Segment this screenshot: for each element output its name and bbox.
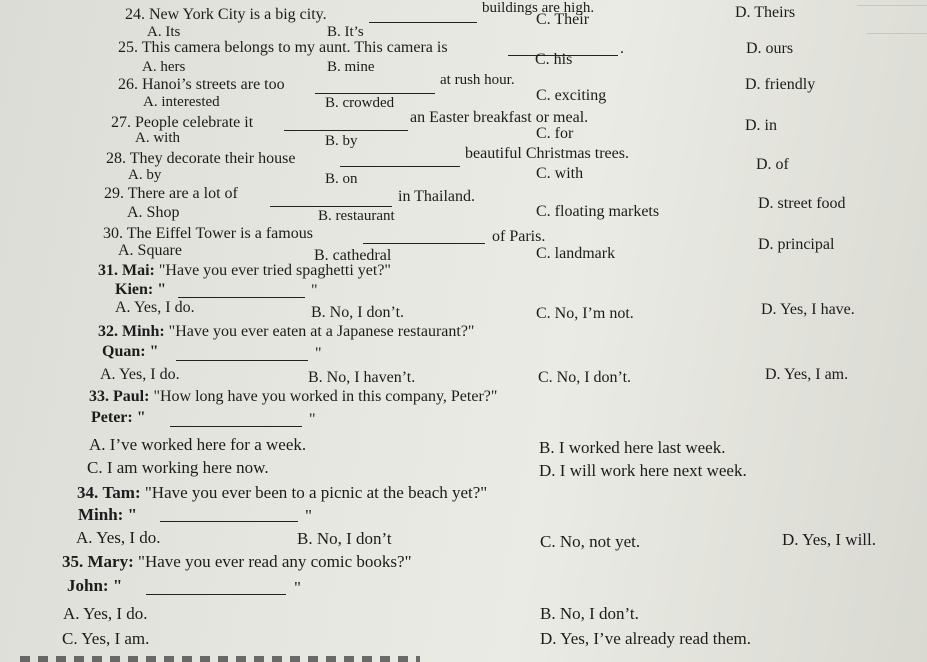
option-c[interactable]: C. No, not yet. bbox=[540, 532, 641, 551]
question-stem: New York City is a big city. bbox=[149, 6, 327, 23]
option-d[interactable]: D. Yes, I am. bbox=[765, 366, 849, 383]
question-tail: beautiful Christmas trees. bbox=[465, 145, 629, 162]
question-stem: They decorate their house bbox=[129, 150, 296, 167]
question-number: 26. bbox=[118, 76, 138, 93]
option-c[interactable]: C. with bbox=[536, 165, 584, 182]
question-tail: at rush hour. bbox=[440, 72, 515, 88]
option-c[interactable]: C. exciting bbox=[536, 87, 607, 104]
question-tail: of Paris. bbox=[492, 228, 546, 245]
respondent: John: " bbox=[67, 576, 123, 595]
option-a[interactable]: A. Its bbox=[147, 24, 181, 40]
option-d[interactable]: D. I will work here next week. bbox=[539, 461, 747, 480]
answer-blank[interactable] bbox=[363, 243, 485, 244]
question-number: 29. bbox=[104, 185, 124, 202]
option-a[interactable]: A. I’ve worked here for a week. bbox=[89, 435, 307, 454]
option-d[interactable]: D. friendly bbox=[745, 76, 816, 93]
cropped-heading bbox=[20, 656, 420, 662]
close-quote: " bbox=[315, 345, 322, 362]
question-stem: The Eiffel Tower is a famous bbox=[126, 225, 313, 242]
option-b[interactable]: B. It’s bbox=[327, 24, 364, 40]
edge-line bbox=[857, 5, 927, 6]
answer-blank[interactable] bbox=[170, 426, 302, 427]
option-c[interactable]: C. floating markets bbox=[536, 203, 660, 220]
speaker-name: Minh: bbox=[122, 323, 165, 340]
answer-blank[interactable] bbox=[369, 22, 477, 23]
respondent: Peter: " bbox=[91, 409, 146, 426]
option-d[interactable]: D. ours bbox=[746, 40, 794, 57]
option-b[interactable]: B. mine bbox=[327, 59, 375, 75]
question-number: 27. bbox=[111, 114, 131, 131]
option-b[interactable]: B. crowded bbox=[325, 95, 395, 111]
option-a[interactable]: A. Yes, I do. bbox=[115, 299, 195, 316]
question-number: 28. bbox=[106, 150, 126, 167]
option-a[interactable]: A. Yes, I do. bbox=[76, 528, 161, 547]
option-b[interactable]: B. No, I don’t bbox=[297, 529, 392, 548]
option-d[interactable]: D. Yes, I’ve already read them. bbox=[540, 629, 752, 648]
option-b[interactable]: B. on bbox=[325, 171, 358, 187]
option-b[interactable]: B. No, I don’t. bbox=[311, 304, 405, 321]
answer-blank[interactable] bbox=[146, 594, 286, 595]
respondent: Quan: " bbox=[102, 343, 159, 360]
question-number: 30. bbox=[103, 225, 123, 242]
option-c[interactable]: C. Their bbox=[536, 11, 590, 28]
question-stem: "Have you ever tried spaghetti yet?" bbox=[158, 262, 391, 279]
answer-blank[interactable] bbox=[270, 206, 392, 207]
option-d[interactable]: D. of bbox=[756, 156, 789, 173]
answer-blank[interactable] bbox=[176, 360, 308, 361]
option-c[interactable]: C. landmark bbox=[536, 245, 616, 262]
option-c[interactable]: C. I am working here now. bbox=[87, 458, 269, 477]
option-c[interactable]: C. for bbox=[536, 125, 574, 142]
question-number: 24. bbox=[125, 6, 145, 23]
option-b[interactable]: B. No, I don’t. bbox=[540, 604, 639, 623]
answer-blank[interactable] bbox=[340, 166, 460, 167]
option-b[interactable]: B. No, I haven’t. bbox=[308, 369, 416, 386]
option-c[interactable]: C. Yes, I am. bbox=[62, 629, 150, 648]
question-stem: People celebrate it bbox=[135, 114, 254, 131]
answer-blank[interactable] bbox=[178, 297, 305, 298]
option-d[interactable]: D. in bbox=[745, 117, 777, 134]
respondent: Kien: " bbox=[115, 281, 167, 298]
option-a[interactable]: A. with bbox=[135, 130, 180, 146]
option-b[interactable]: B. I worked here last week. bbox=[539, 438, 726, 457]
speaker-name: Mary: bbox=[87, 552, 134, 571]
option-d[interactable]: D. Yes, I will. bbox=[782, 530, 876, 549]
option-b[interactable]: B. restaurant bbox=[318, 208, 395, 224]
question-number: 35. bbox=[62, 552, 84, 571]
option-d[interactable]: D. street food bbox=[758, 195, 846, 212]
question-stem: "Have you ever read any comic books?" bbox=[138, 552, 412, 571]
option-a[interactable]: A. Shop bbox=[127, 204, 180, 221]
question-tail: in Thailand. bbox=[398, 188, 476, 205]
speaker-name: Mai: bbox=[122, 262, 155, 279]
option-c[interactable]: C. No, I don’t. bbox=[538, 369, 632, 386]
question-stem: There are a lot of bbox=[127, 185, 238, 202]
question-stem: "Have you ever been to a picnic at the beach yet?" bbox=[144, 483, 488, 502]
question-number: 31. bbox=[98, 262, 118, 279]
answer-blank[interactable] bbox=[284, 130, 408, 131]
option-a[interactable]: A. Square bbox=[118, 242, 182, 259]
sentence-end: . bbox=[620, 40, 624, 57]
close-quote: " bbox=[311, 282, 318, 299]
header-fragment: buildings are high. bbox=[482, 0, 595, 16]
option-a[interactable]: A. hers bbox=[142, 59, 186, 75]
option-a[interactable]: A. Yes, I do. bbox=[100, 366, 180, 383]
answer-blank[interactable] bbox=[160, 521, 298, 522]
option-d[interactable]: D. Theirs bbox=[735, 4, 796, 21]
question-stem: "How long have you worked in this company, Peter?" bbox=[153, 388, 498, 405]
option-b[interactable]: B. by bbox=[325, 133, 358, 149]
question-number: 34. bbox=[77, 483, 99, 502]
option-d[interactable]: D. principal bbox=[758, 236, 835, 253]
question-number: 32. bbox=[98, 323, 118, 340]
question-stem: This camera belongs to my aunt. This camera is bbox=[141, 39, 448, 56]
question-tail: an Easter breakfast or meal. bbox=[410, 109, 589, 126]
question-stem: "Have you ever eaten at a Japanese restaurant?" bbox=[168, 323, 475, 340]
option-a[interactable]: A. by bbox=[128, 167, 162, 183]
question-number: 33. bbox=[89, 388, 109, 405]
edge-line bbox=[867, 33, 927, 34]
close-quote: " bbox=[294, 578, 301, 597]
respondent: Minh: " bbox=[78, 505, 138, 524]
close-quote: " bbox=[305, 506, 312, 525]
option-a[interactable]: A. Yes, I do. bbox=[63, 604, 148, 623]
option-b[interactable]: B. cathedral bbox=[314, 247, 392, 264]
speaker-name: Paul: bbox=[113, 388, 150, 405]
answer-blank[interactable] bbox=[315, 93, 435, 94]
question-stem: Hanoi’s streets are too bbox=[142, 76, 285, 93]
option-c[interactable]: C. No, I’m not. bbox=[536, 305, 634, 322]
close-quote: " bbox=[309, 411, 316, 428]
question-number: 25. bbox=[118, 39, 138, 56]
speaker-name: Tam: bbox=[102, 483, 141, 502]
option-a[interactable]: A. interested bbox=[143, 94, 220, 110]
option-d[interactable]: D. Yes, I have. bbox=[761, 301, 855, 318]
option-c[interactable]: C. his bbox=[535, 51, 573, 68]
